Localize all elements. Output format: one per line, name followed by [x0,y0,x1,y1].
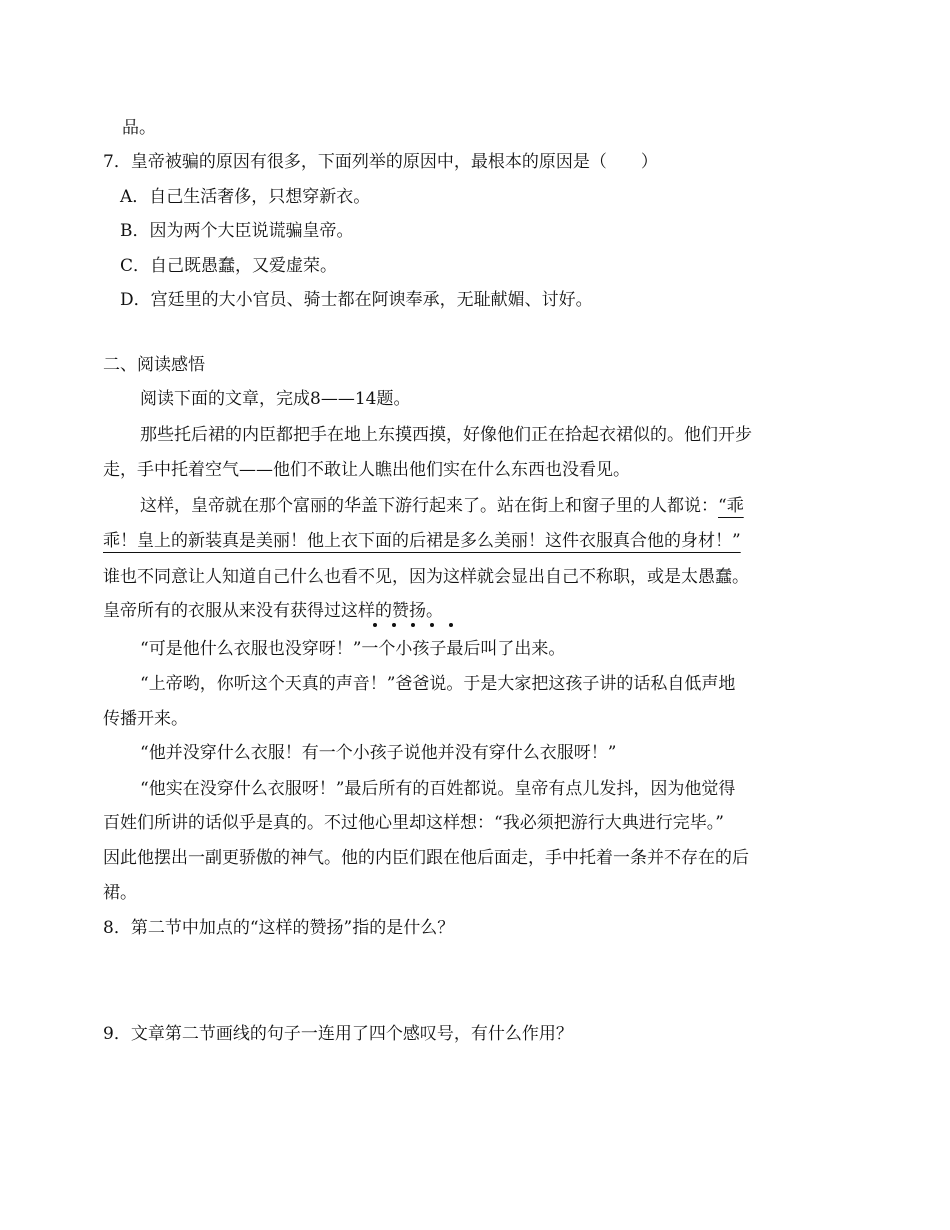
passage-line: 百姓们所讲的话似乎是真的。不过他心里却这样想：“我必须把游行大典进行完毕。” [103,813,724,833]
passage-text: 。 [426,601,443,621]
passage-line [140,494,744,518]
dotted-phrase: 这样的赞扬 [341,601,426,621]
question-8: 8．第二节中加点的“这样的赞扬”指的是什么？ [103,918,455,938]
passage-line: 走，手中托着空气——他们不敢让人瞧出他们实在什么东西也没看见。 [103,460,630,480]
question-7-option-b: B．因为两个大臣说谎骗皇帝。 [120,221,354,241]
passage-line: “他并没穿什么衣服！有一个小孩子说他并没有穿什么衣服呀！” [140,743,617,763]
question-7-option-c: C．自己既愚蠢，又爱虚荣。 [120,256,338,276]
passage-line: 谁也不同意让人知道自己什么也看不见，因为这样就会显出自己不称职，或是太愚蠢。 [103,567,749,587]
question-9: 9．文章第二节画线的句子一连用了四个感叹号，有什么作用？ [103,1024,573,1044]
passage-line: 因此他摆出一副更骄傲的神气。他的内臣们跟在他后面走，手中托着一条并不存在的后 [103,848,749,868]
passage-text: 这样，皇帝就在那个富丽的华盖下游行起来了。站在街上和窗子里的人都说： [140,496,718,516]
section-instruction: 阅读下面的文章，完成8——14题。 [140,389,411,409]
continued-text: 品。 [122,118,156,138]
passage-line: “可是他什么衣服也没穿呀！”一个小孩子最后叫了出来。 [140,639,566,659]
question-7-stem: 7．皇帝被骗的原因有很多，下面列举的原因中，最根本的原因是（ ） [103,152,658,172]
passage-line: “他实在没穿什么衣服呀！”最后所有的百姓都说。皇帝有点儿发抖，因为他觉得 [140,779,736,799]
underlined-sentence: 乖！皇上的新装真是美丽！他上衣下面的后裙是多么美丽！这件衣服真合他的身材！” [103,531,741,551]
passage-line: 传播开来。 [103,709,188,729]
passage-text: 皇帝所有的衣服从来没有获得过 [103,601,341,621]
passage-line: 那些托后裙的内臣都把手在地上东摸西摸，好像他们正在拾起衣裙似的。他们开步 [140,425,752,445]
question-7-option-d: D．宫廷里的大小官员、骑士都在阿谀奉承，无耻献媚、讨好。 [120,290,593,310]
passage-line: “上帝哟，你听这个天真的声音！”爸爸说。于是大家把这孩子讲的话私自低声地 [140,674,736,694]
question-7-option-a: A．自己生活奢侈，只想穿新衣。 [120,187,371,207]
underlined-sentence: “乖 [718,496,744,516]
section-title: 二、阅读感悟 [103,355,205,375]
passage-line: 裙。 [103,883,137,903]
passage-line [103,599,443,623]
emphasis-dots [373,623,468,627]
